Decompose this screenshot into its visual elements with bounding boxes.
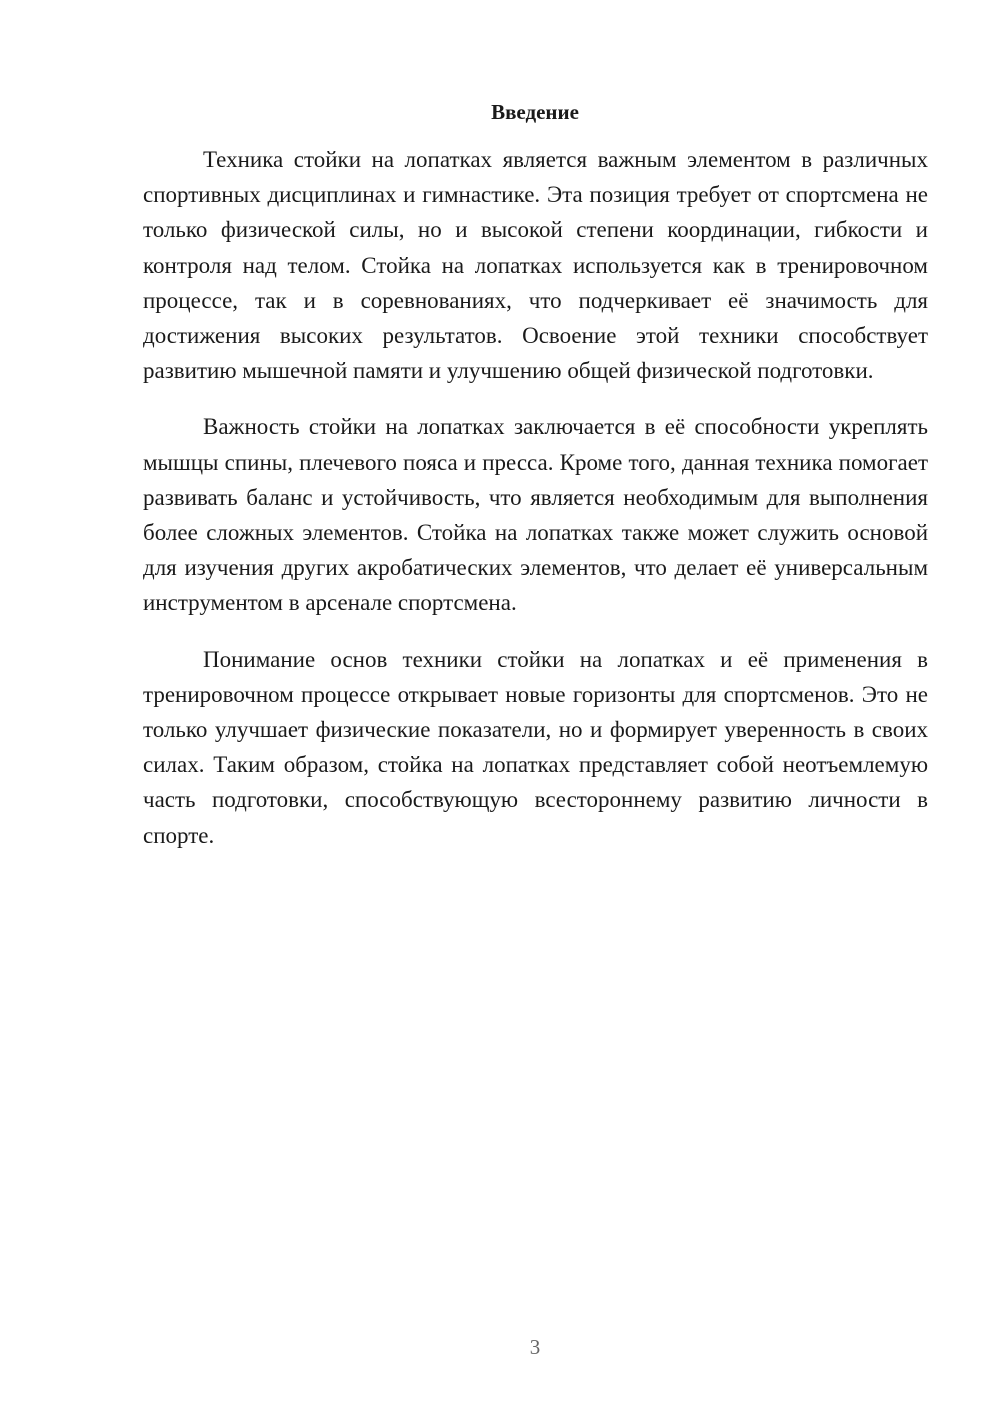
body-text bbox=[143, 142, 928, 853]
paragraph: Техника стойки на лопатках является важным элементом в различных спортивных дисциплинах и гимнастике. Эта позиция требует от спортсмена не только физической силы, но и высокой степени координации, гибкости и контроля над телом. Стойка на лопатках используется как в тренировочном процессе, так и в соревнованиях, что подчеркивает её значимость для достижения высоких результатов. Освоение этой техники способствует развитию мышечной памяти и улучшению общей физической подготовки. bbox=[143, 147, 928, 384]
paragraph: Понимание основ техники стойки на лопатках и её применения в тренировочном процессе открывает новые горизонты для спортсменов. Это не только улучшает физические показатели, но и формирует уверенность в своих силах. Таким образом, стойка на лопатках представляет собой неотъемлемую часть подготовки, способствующую всестороннему развитию личности в спорте. bbox=[143, 646, 928, 848]
page-number: 3 bbox=[529, 1335, 541, 1359]
paragraph: Важность стойки на лопатках заключается в её способности укреплять мышцы спины, плечевого пояса и пресса. Кроме того, данная техника помогает развивать баланс и устойчивость, что является необходимым для выполнения более сложных элементов. Стойка на лопатках также может служить основой для изучения других акробатических элементов, что делает её универсальным инструментом в арсенале спортсмена. bbox=[143, 414, 928, 616]
section-title: Введение bbox=[491, 100, 579, 124]
